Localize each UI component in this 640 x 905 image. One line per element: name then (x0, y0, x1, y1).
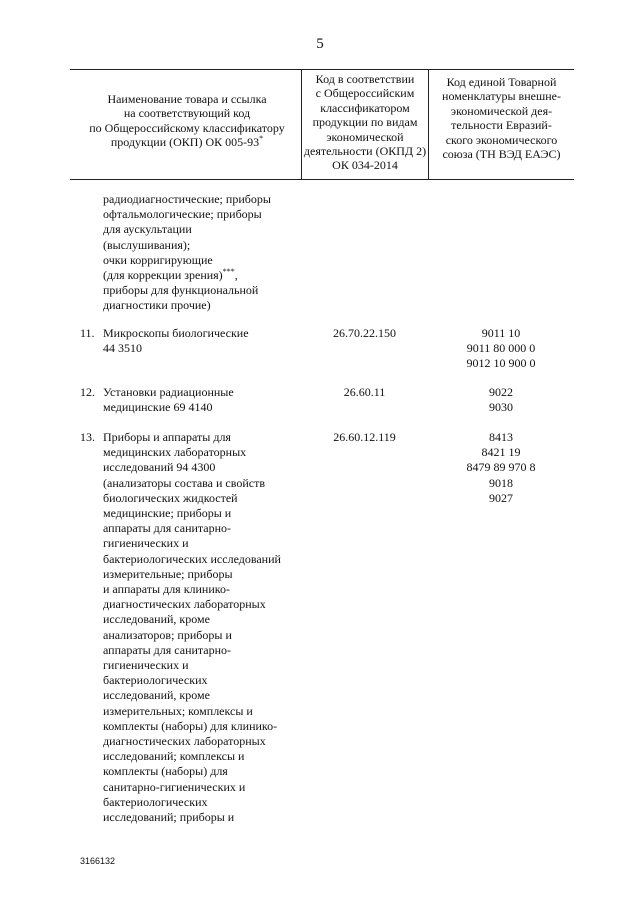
row-product-name: Приборы и аппараты для медицинских лабораторных исследований 94 4300 (анализаторы состава и свойств биологических жидкостей медицинские; приборы и аппараты для санитарно- гигиенических и бактериологических исследований измерительные; приборы и аппараты для клинико- диагностических лабораторных исследований, кроме анализаторов; приборы и аппараты для санитарно- гигиенических и бактериологических исследований, кроме измерительных; комплексы и комплекты (наборы) для клинико- диагностических лабораторных исследований; комплексы и комплекты (наборы) для санитарно-гигиенических и бактериологических исследований; приборы и (103, 430, 281, 825)
header-col-product-name (76, 92, 298, 150)
continuation-text-main: радиодиагностические; приборы офтальмологические; приборы для аускультации (выслушивания); очки корригирующие (для коррекции зрения) (103, 192, 271, 283)
table-header-bottom-border (70, 179, 574, 180)
row-okpd2-code: 26.60.12.119 (333, 430, 396, 444)
header-col-okpd2: Код в соответствии с Общероссийским классификатором продукции по видам экономической деятельности (ОКПД 2) ОК 034-2014 (303, 72, 427, 173)
row-tnved-codes: 9022 9030 (489, 385, 513, 415)
header-footnote-mark: * (259, 134, 264, 144)
row-product-name: Установки радиационные медицинские 69 4140 (103, 385, 234, 415)
header-col-tnved: Код единой Товарной номенклатуры внешне- экономической дея- тельности Евразий- ского экономического союза (ТН ВЭД ЕАЭС) (442, 75, 561, 162)
row-number: 12. (80, 385, 95, 399)
row-tnved-codes: 9011 10 9011 80 000 0 9012 10 900 0 (466, 326, 536, 371)
page-number: 5 (316, 36, 324, 52)
document-id: 3166132 (80, 856, 116, 866)
row-okpd2-code: 26.60.11 (343, 385, 386, 399)
row-product-name: Микроскопы биологические 44 3510 (103, 326, 249, 356)
table-top-border (70, 69, 574, 70)
continuation-text (103, 192, 303, 314)
row-okpd2-code: 26.70.22.150 (333, 326, 396, 340)
continuation-footnote-mark: *** (222, 267, 235, 277)
row-number: 13. (80, 430, 95, 444)
column-divider-2 (428, 69, 429, 180)
continuation-text-tail: , приборы для функциональной диагностики прочие) (103, 268, 259, 313)
row-number: 11. (80, 326, 95, 340)
row-tnved-codes: 8413 8421 19 8479 89 970 8 9018 9027 (466, 430, 536, 505)
column-divider-1 (301, 69, 302, 180)
header-col-product-name-text: Наименование товара и ссылка на соответствующий код по Общероссийскому классификатору продукции (ОКП) ОК 005-93 (89, 92, 285, 150)
